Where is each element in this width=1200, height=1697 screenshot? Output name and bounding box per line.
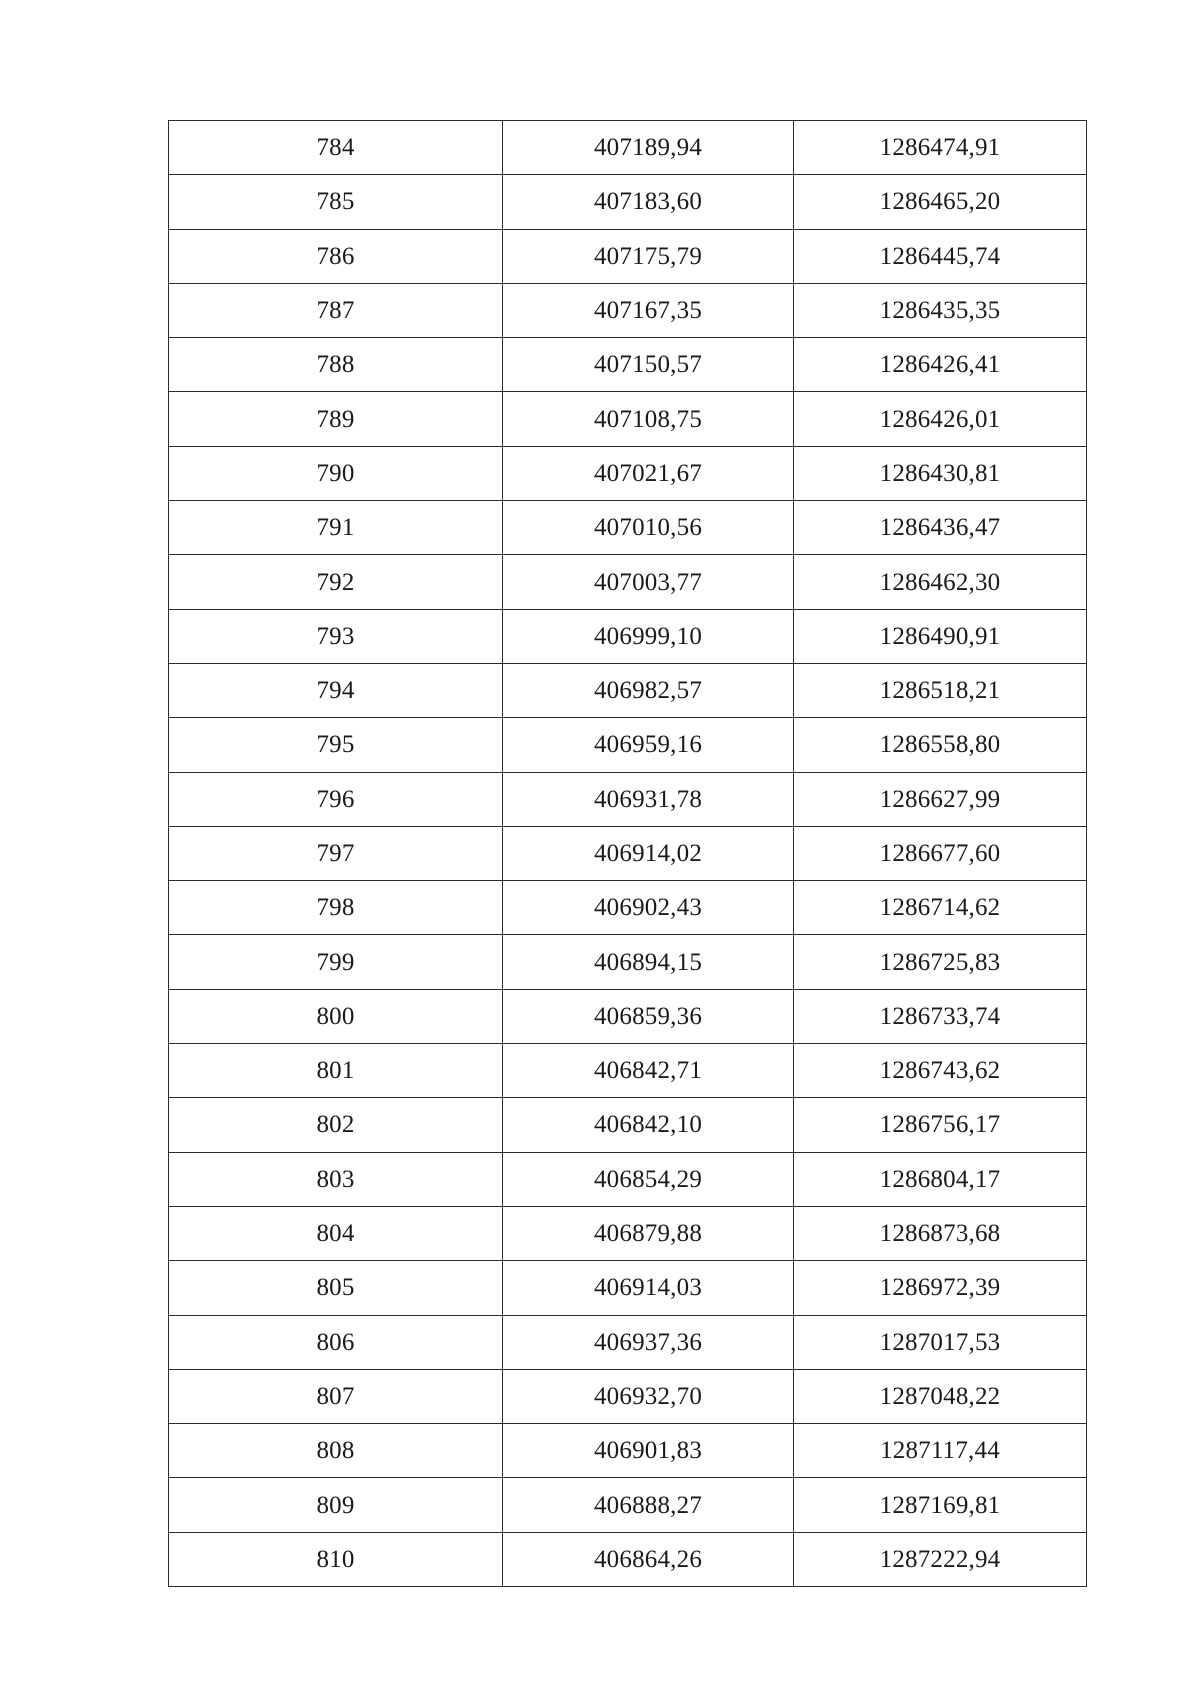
x-coordinate-cell: 407175,79 — [503, 229, 794, 283]
point-number-cell: 787 — [169, 283, 503, 337]
table-row — [169, 229, 1087, 283]
x-coordinate-cell: 406937,36 — [503, 1315, 794, 1369]
point-number-cell: 810 — [169, 1532, 503, 1586]
point-number-cell: 809 — [169, 1478, 503, 1532]
table-row — [169, 989, 1087, 1043]
point-number-cell: 790 — [169, 446, 503, 500]
table-row — [169, 501, 1087, 555]
x-coordinate-cell: 406864,26 — [503, 1532, 794, 1586]
point-number-cell: 797 — [169, 826, 503, 880]
table-row — [169, 1044, 1087, 1098]
point-number-cell: 784 — [169, 121, 503, 175]
y-coordinate-cell: 1287169,81 — [794, 1478, 1087, 1532]
y-coordinate-cell: 1287048,22 — [794, 1369, 1087, 1423]
y-coordinate-cell: 1286435,35 — [794, 283, 1087, 337]
x-coordinate-cell: 406932,70 — [503, 1369, 794, 1423]
point-number-cell: 805 — [169, 1261, 503, 1315]
point-number-cell: 786 — [169, 229, 503, 283]
y-coordinate-cell: 1286743,62 — [794, 1044, 1087, 1098]
y-coordinate-cell: 1286474,91 — [794, 121, 1087, 175]
y-coordinate-cell: 1286972,39 — [794, 1261, 1087, 1315]
y-coordinate-cell: 1286462,30 — [794, 555, 1087, 609]
y-coordinate-cell: 1286733,74 — [794, 989, 1087, 1043]
x-coordinate-cell: 406982,57 — [503, 663, 794, 717]
table-row — [169, 283, 1087, 337]
table-row — [169, 772, 1087, 826]
table-row — [169, 1532, 1087, 1586]
x-coordinate-cell: 406959,16 — [503, 718, 794, 772]
x-coordinate-cell: 406914,02 — [503, 826, 794, 880]
y-coordinate-cell: 1287017,53 — [794, 1315, 1087, 1369]
point-number-cell: 803 — [169, 1152, 503, 1206]
y-coordinate-cell: 1286677,60 — [794, 826, 1087, 880]
point-number-cell: 800 — [169, 989, 503, 1043]
point-number-cell: 796 — [169, 772, 503, 826]
point-number-cell: 807 — [169, 1369, 503, 1423]
y-coordinate-cell: 1286714,62 — [794, 881, 1087, 935]
point-number-cell: 788 — [169, 338, 503, 392]
point-number-cell: 802 — [169, 1098, 503, 1152]
x-coordinate-cell: 406931,78 — [503, 772, 794, 826]
y-coordinate-cell: 1286430,81 — [794, 446, 1087, 500]
table-row — [169, 175, 1087, 229]
y-coordinate-cell: 1286436,47 — [794, 501, 1087, 555]
coordinates-table-body — [169, 121, 1087, 1587]
x-coordinate-cell: 406854,29 — [503, 1152, 794, 1206]
point-number-cell: 801 — [169, 1044, 503, 1098]
table-row — [169, 1315, 1087, 1369]
point-number-cell: 804 — [169, 1206, 503, 1260]
table-row — [169, 1478, 1087, 1532]
x-coordinate-cell: 406894,15 — [503, 935, 794, 989]
point-number-cell: 791 — [169, 501, 503, 555]
x-coordinate-cell: 407189,94 — [503, 121, 794, 175]
table-row — [169, 555, 1087, 609]
table-row — [169, 1206, 1087, 1260]
y-coordinate-cell: 1286490,91 — [794, 609, 1087, 663]
y-coordinate-cell: 1286426,01 — [794, 392, 1087, 446]
point-number-cell: 792 — [169, 555, 503, 609]
table-row — [169, 609, 1087, 663]
table-row — [169, 663, 1087, 717]
x-coordinate-cell: 407021,67 — [503, 446, 794, 500]
point-number-cell: 789 — [169, 392, 503, 446]
x-coordinate-cell: 407108,75 — [503, 392, 794, 446]
x-coordinate-cell: 406914,03 — [503, 1261, 794, 1315]
y-coordinate-cell: 1286518,21 — [794, 663, 1087, 717]
point-number-cell: 793 — [169, 609, 503, 663]
x-coordinate-cell: 407183,60 — [503, 175, 794, 229]
table-row — [169, 121, 1087, 175]
table-row — [169, 935, 1087, 989]
point-number-cell: 785 — [169, 175, 503, 229]
table-row — [169, 881, 1087, 935]
y-coordinate-cell: 1286558,80 — [794, 718, 1087, 772]
x-coordinate-cell: 406999,10 — [503, 609, 794, 663]
x-coordinate-cell: 406842,71 — [503, 1044, 794, 1098]
point-number-cell: 794 — [169, 663, 503, 717]
x-coordinate-cell: 406842,10 — [503, 1098, 794, 1152]
point-number-cell: 795 — [169, 718, 503, 772]
table-row — [169, 1424, 1087, 1478]
table-row — [169, 1369, 1087, 1423]
table-row — [169, 446, 1087, 500]
x-coordinate-cell: 407010,56 — [503, 501, 794, 555]
coordinates-table — [168, 120, 1087, 1587]
x-coordinate-cell: 407003,77 — [503, 555, 794, 609]
table-row — [169, 392, 1087, 446]
y-coordinate-cell: 1286627,99 — [794, 772, 1087, 826]
y-coordinate-cell: 1286426,41 — [794, 338, 1087, 392]
y-coordinate-cell: 1287117,44 — [794, 1424, 1087, 1478]
point-number-cell: 808 — [169, 1424, 503, 1478]
x-coordinate-cell: 406901,83 — [503, 1424, 794, 1478]
point-number-cell: 799 — [169, 935, 503, 989]
table-row — [169, 1152, 1087, 1206]
y-coordinate-cell: 1286804,17 — [794, 1152, 1087, 1206]
y-coordinate-cell: 1286873,68 — [794, 1206, 1087, 1260]
x-coordinate-cell: 406879,88 — [503, 1206, 794, 1260]
x-coordinate-cell: 406902,43 — [503, 881, 794, 935]
x-coordinate-cell: 406859,36 — [503, 989, 794, 1043]
x-coordinate-cell: 407167,35 — [503, 283, 794, 337]
point-number-cell: 806 — [169, 1315, 503, 1369]
x-coordinate-cell: 406888,27 — [503, 1478, 794, 1532]
y-coordinate-cell: 1286756,17 — [794, 1098, 1087, 1152]
y-coordinate-cell: 1286725,83 — [794, 935, 1087, 989]
table-row — [169, 1098, 1087, 1152]
table-row — [169, 338, 1087, 392]
point-number-cell: 798 — [169, 881, 503, 935]
table-row — [169, 826, 1087, 880]
table-row — [169, 718, 1087, 772]
table-row — [169, 1261, 1087, 1315]
y-coordinate-cell: 1286445,74 — [794, 229, 1087, 283]
y-coordinate-cell: 1286465,20 — [794, 175, 1087, 229]
y-coordinate-cell: 1287222,94 — [794, 1532, 1087, 1586]
x-coordinate-cell: 407150,57 — [503, 338, 794, 392]
